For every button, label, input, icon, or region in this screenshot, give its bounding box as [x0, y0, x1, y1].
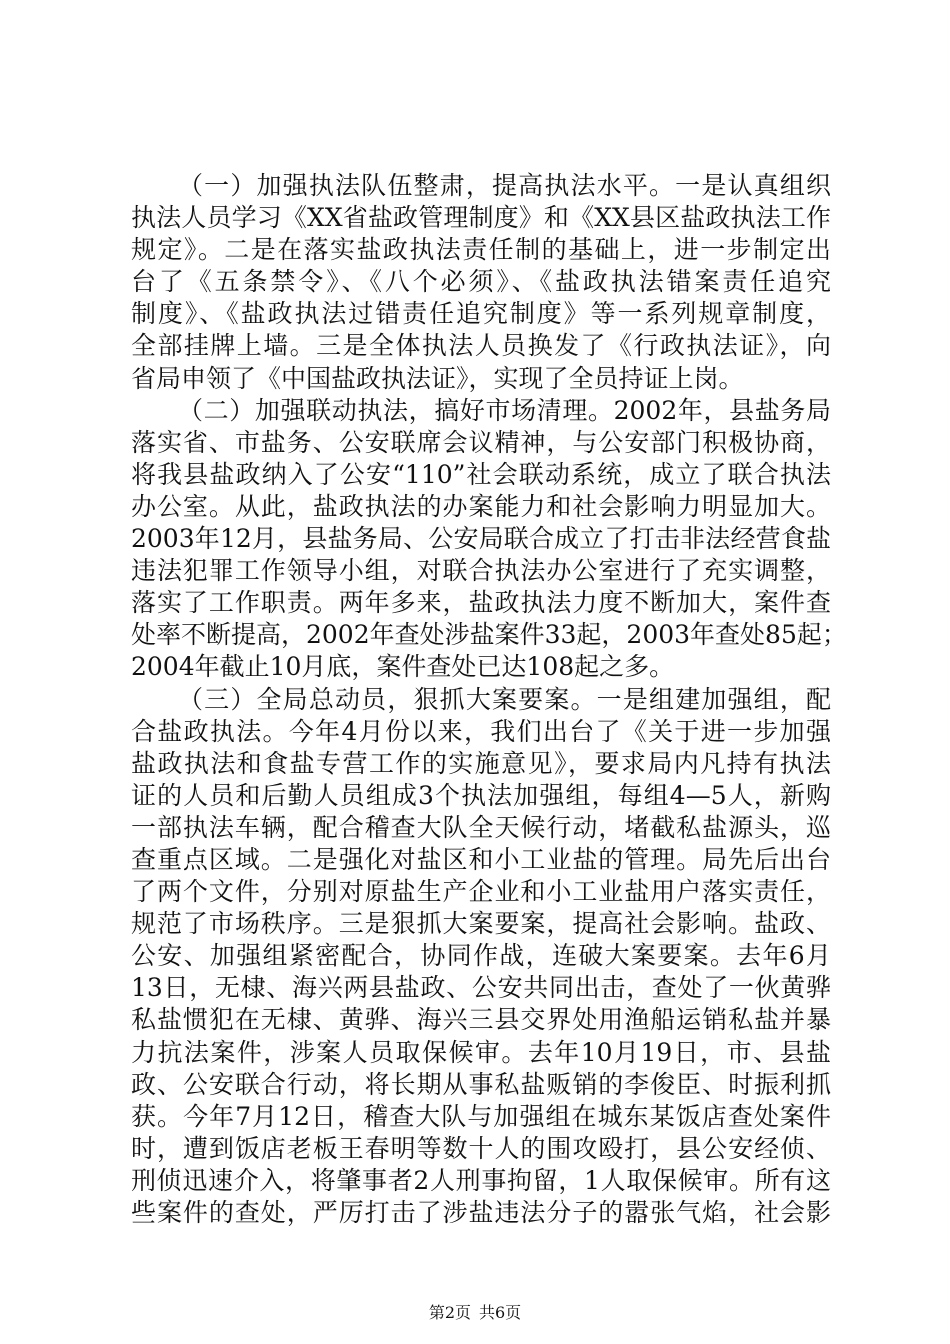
text-line: 刑侦迅速介入，将肇事者2人刑事拘留，1人取保候审。所有这 — [131, 1165, 831, 1195]
text-line: 全部挂牌上墙。三是全体执法人员换发了《行政执法证》，向 — [131, 331, 831, 361]
text-line: 台了《五条禁令》、《八个必须》、《盐政执法错案责任追究 — [131, 267, 831, 297]
text-line: 违法犯罪工作领导小组，对联合执法办公室进行了充实调整， — [131, 556, 831, 586]
text-line: 省局申领了《中国盐政执法证》，实现了全员持证上岗。 — [131, 363, 744, 393]
text-line: 政、公安联合行动，将长期从事私盐贩销的李俊臣、时振利抓 — [131, 1069, 831, 1099]
text-line: 盐政执法和食盐专营工作的实施意见》，要求局内凡持有执法 — [131, 748, 831, 778]
text-line: 查重点区域。二是强化对盐区和小工业盐的管理。局先后出台 — [131, 844, 831, 874]
paragraph-3 — [131, 684, 831, 1230]
text-line: 处率不断提高，2002年查处涉盐案件33起，2003年查处85起； — [131, 620, 847, 650]
text-line: （三）全局总动员，狠抓大案要案。一是组建加强组，配 — [178, 684, 831, 714]
text-line: 时，遭到饭店老板王春明等数十人的围攻殴打，县公安经侦、 — [131, 1133, 831, 1163]
text-line: 了两个文件，分别对原盐生产企业和小工业盐用户落实责任， — [131, 877, 831, 907]
page-number: 第2页 — [428, 1303, 471, 1322]
text-line: 2004年截止10月底，案件查处已达108起之多。 — [131, 652, 675, 682]
text-line: 获。今年7月12日，稽查大队与加强组在城东某饭店查处案件 — [131, 1101, 831, 1131]
text-line: 13日，无棣、海兴两县盐政、公安共同出击，查处了一伙黄骅 — [131, 973, 831, 1003]
text-line: 落实了工作职责。两年多来，盐政执法力度不断加大，案件查 — [131, 588, 831, 618]
text-line: 2003年12月，县盐务局、公安局联合成立了打击非法经营食盐 — [131, 524, 831, 554]
text-line: （二）加强联动执法，搞好市场清理。2002年，县盐务局 — [178, 395, 831, 425]
paragraph-1 — [131, 170, 831, 395]
paragraph-2 — [131, 395, 847, 684]
text-line: 合盐政执法。今年4月份以来，我们出台了《关于进一步加强 — [131, 716, 831, 746]
text-line: 力抗法案件，涉案人员取保候审。去年10月19日，市、县盐 — [131, 1037, 831, 1067]
text-line: 落实省、市盐务、公安联席会议精神，与公安部门积极协商， — [131, 427, 831, 457]
text-line: 些案件的查处，严厉打击了涉盐违法分子的嚣张气焰，社会影 — [131, 1198, 831, 1227]
text-line: 规范了市场秩序。三是狠抓大案要案，提高社会影响。盐政、 — [131, 909, 831, 939]
text-line: 办公室。从此，盐政执法的办案能力和社会影响力明显加大。 — [131, 491, 831, 521]
text-line: 公安、加强组紧密配合，协同作战，连破大案要案。去年6月 — [131, 941, 831, 971]
page-total: 共6页 — [479, 1303, 522, 1322]
text-line: （一）加强执法队伍整肃，提高执法水平。一是认真组织 — [178, 171, 831, 200]
page-footer — [0, 1303, 950, 1323]
text-line: 证的人员和后勤人员组成3个执法加强组，每组4—5人，新购 — [131, 780, 831, 810]
text-line: 规定》。二是在落实盐政执法责任制的基础上，进一步制定出 — [131, 235, 831, 265]
document-body — [131, 170, 847, 1229]
text-line: 一部执法车辆，配合稽查大队全天候行动，堵截私盐源头，巡 — [131, 812, 831, 842]
text-line: 私盐惯犯在无棣、黄骅、海兴三县交界处用渔船运销私盐并暴 — [131, 1005, 831, 1035]
text-line: 将我县盐政纳入了公安“110”社会联动系统，成立了联合执法 — [131, 459, 831, 489]
text-line: 执法人员学习《XX省盐政管理制度》和《XX县区盐政执法工作 — [131, 203, 831, 233]
text-line: 制度》、《盐政执法过错责任追究制度》等一系列规章制度， — [131, 299, 831, 329]
